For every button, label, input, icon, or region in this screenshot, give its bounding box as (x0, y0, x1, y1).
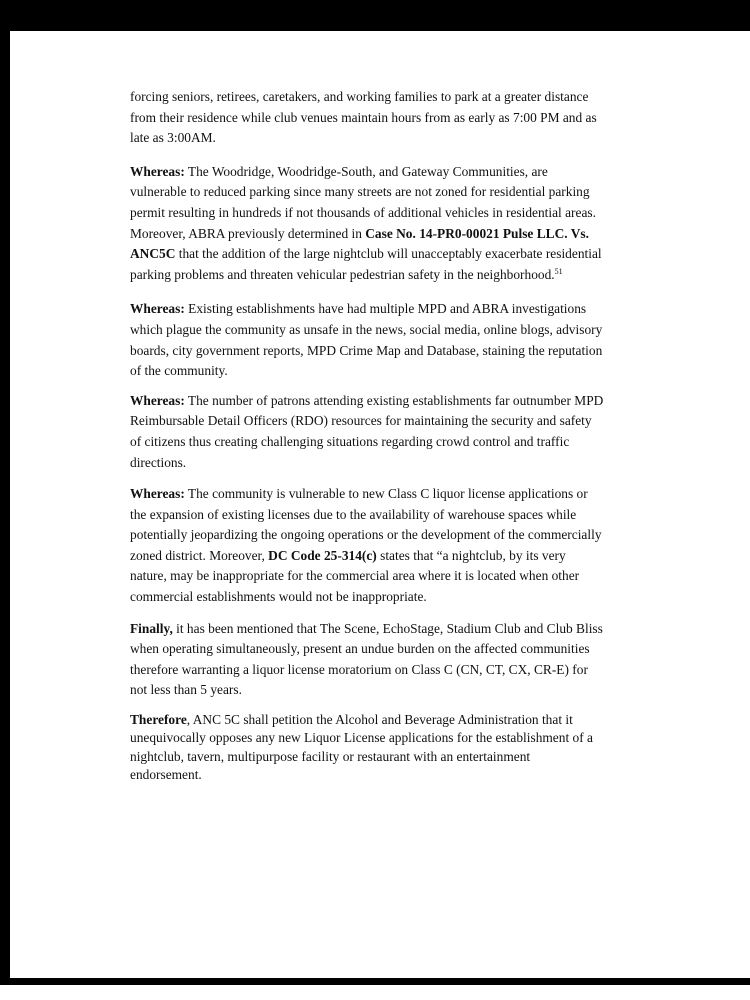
paragraph-text: The community is vulnerable to new Class C liquor license applications or the expansion of existing licenses due to the availability of warehouse spaces while potentially jeopardizing the ongoing operations or the development of the commercially zoned district. Moreover, (130, 486, 602, 563)
paragraph-finally (130, 619, 605, 701)
paragraph-text: The number of patrons attending existing establishments far outnumber MPD Reimbursable Detail Officers (RDO) resources for maintaining the security and safety of citizens thus creating challenging situations regarding crowd control and traffic directions. (130, 392, 604, 470)
document-body (130, 87, 605, 784)
paragraph-whereas-patrons (130, 391, 605, 473)
paragraph-lead: Whereas: (130, 392, 185, 408)
next-page-edge (0, 985, 750, 1000)
bold-reference: Case No. 14-PR0-00021 Pulse LLC. Vs. ANC5C (130, 225, 589, 262)
paragraph-text: forcing seniors, retirees, caretakers, and working families to park at a greater distance from their residence while club venues maintain hours from as early as 7:00 PM and as late as 3:00AM. (130, 89, 597, 146)
bold-reference: DC Code 25-314(c) (268, 547, 377, 563)
footnote-ref: 51 (554, 266, 563, 276)
paragraph-whereas-investigations (130, 299, 605, 381)
paragraph-text: Existing establishments have had multiple MPD and ABRA investigations which plague the community as unsafe in the news, social media, online blogs, advisory boards, city government reports, MPD Crime Map and Database, staining the reputation of the community. (130, 301, 603, 379)
paragraph-text: states that “a nightclub, by its very nature, may be inappropriate for the commercial area where it is located when other commercial establishments would not be inappropriate. (130, 547, 580, 605)
paragraph-lead: Whereas: (130, 486, 185, 502)
paragraph-therefore (130, 711, 605, 784)
paragraph-lead: Finally, (130, 620, 173, 636)
paragraph-text: , ANC 5C shall petition the Alcohol and Beverage Administration that it unequivocally opposes any new Liquor License applications for the establishment of a nightclub, tavern, multipurpose facility or restaurant with an entertainment endorsement. (130, 712, 593, 782)
paragraph-text: The Woodridge, Woodridge-South, and Gateway Communities, are vulnerable to reduced parking since many streets are not zoned for residential parking permit resulting in hundreds if not thousands of additional vehicles in residential areas. Moreover, ABRA previously determined in (130, 163, 596, 241)
paragraph-text: that the addition of the large nightclub will unacceptably exacerbate residential parking problems and threaten vehicular pedestrian safety in the neighborhood. (130, 246, 602, 282)
paragraph-intro (130, 87, 605, 149)
paragraph-lead: Whereas: (130, 163, 185, 179)
paragraph-text: it has been mentioned that The Scene, EchoStage, Stadium Club and Club Bliss when operating simultaneously, present an undue burden on the affected communities therefore warranting a liquor license moratorium on Class C (CN, CT, CX, CR-E) for not less than 5 years. (130, 620, 603, 698)
paragraph-lead: Whereas: (130, 301, 185, 317)
paragraph-lead: Therefore (130, 712, 187, 728)
paragraph-whereas-liquor-license (130, 484, 605, 608)
paragraph-whereas-parking (130, 162, 605, 286)
